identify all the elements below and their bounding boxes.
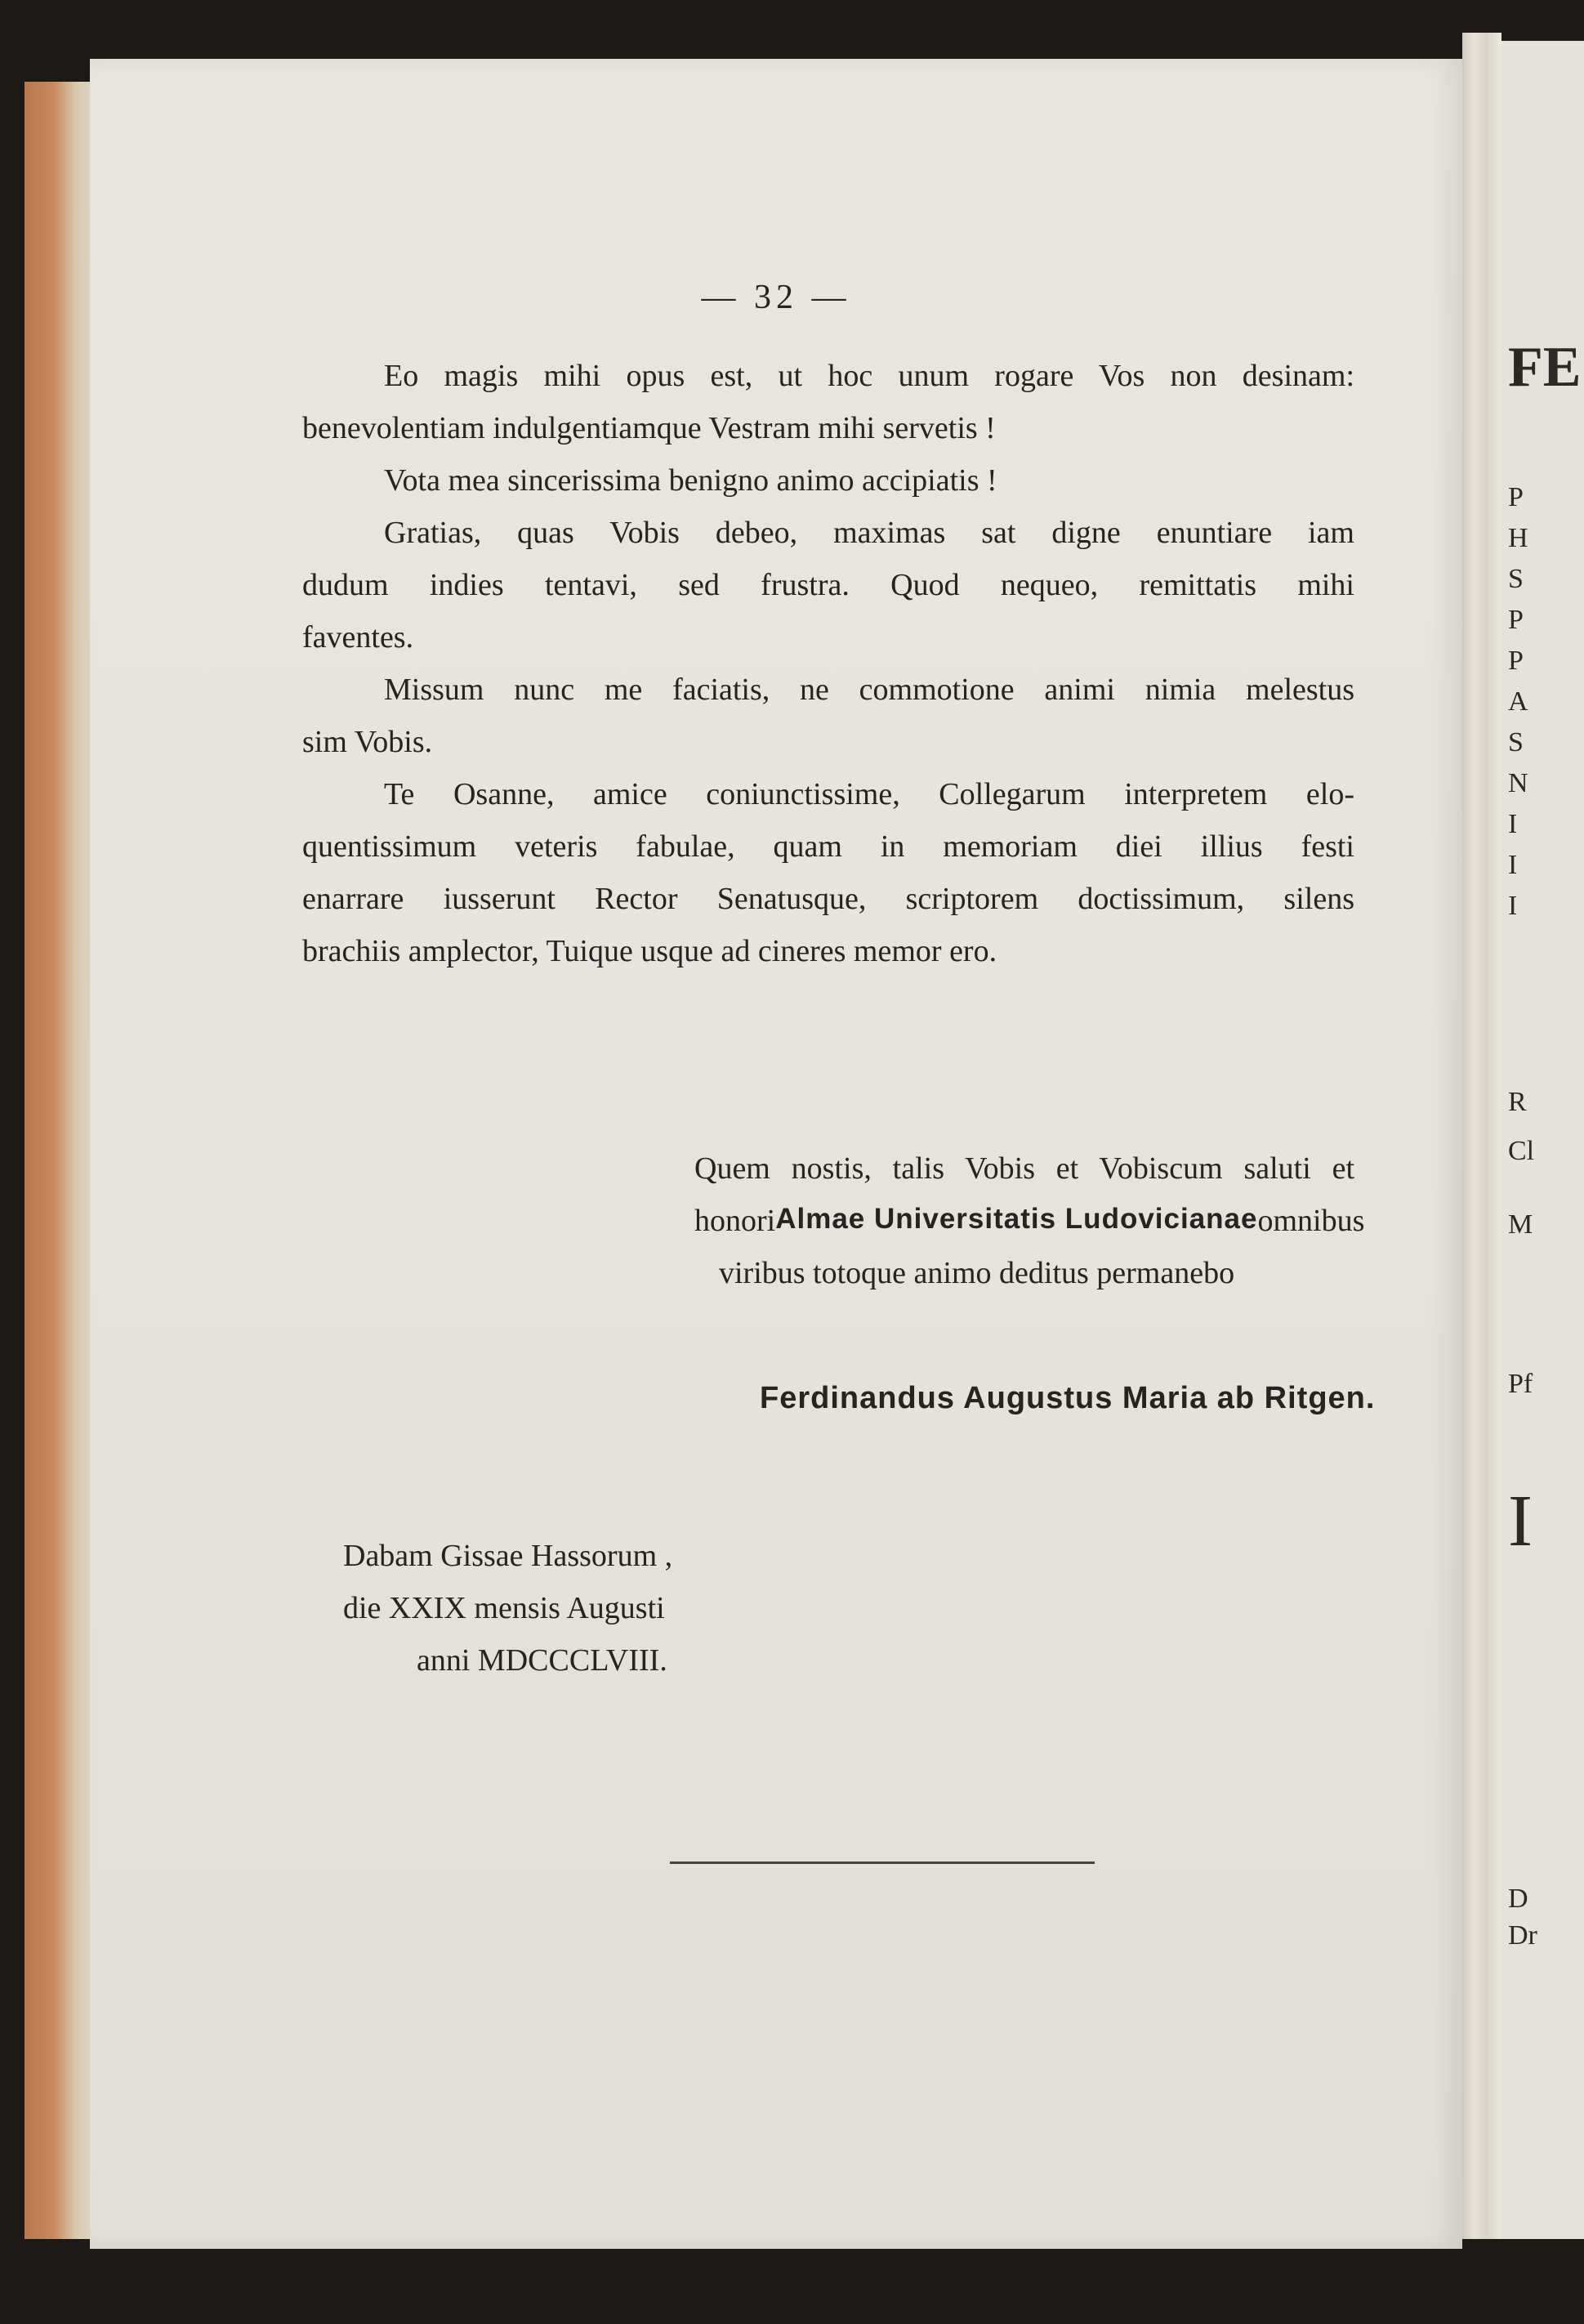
next-page-fragment: S — [1508, 564, 1524, 594]
text-line: dudum indies tentavi, sed frustra. Quod nequeo, remittatis mihi — [302, 568, 1354, 602]
text-line: Missum nunc me faciatis, ne commotione animi nimia melestus — [384, 673, 1354, 707]
page-number: — 32 — — [701, 279, 851, 316]
next-page-fragment: S — [1508, 727, 1524, 758]
next-page-fragment: I — [1508, 809, 1518, 839]
signature: Ferdinandus Augustus Maria ab Ritgen. — [760, 1381, 1376, 1415]
next-page-fragment: H — [1508, 523, 1528, 553]
next-page-fragment: R — [1508, 1087, 1527, 1117]
next-page-fragment: P — [1508, 646, 1524, 676]
dateline-3: anni MDCCCLVIII. — [417, 1643, 667, 1678]
next-page-fragment: P — [1508, 605, 1524, 635]
text-line: faventes. — [302, 620, 414, 655]
next-page-fragment: Pf — [1508, 1369, 1533, 1399]
next-page-fragment: I — [1508, 850, 1518, 880]
next-page-fragment: D — [1508, 1884, 1528, 1914]
next-page-fragment: M — [1508, 1209, 1533, 1240]
book-page — [90, 59, 1462, 2249]
dateline-1: Dabam Gissae Hassorum , — [343, 1539, 673, 1573]
text-line: benevolentiam indulgentiamque Vestram mihi servetis ! — [302, 411, 996, 445]
next-page-fragment: P — [1508, 482, 1524, 512]
closing-word: honori — [694, 1204, 776, 1238]
closing-rule — [670, 1861, 1095, 1864]
next-page-fragment: I — [1508, 891, 1518, 921]
text-line: Vota mea sincerissima benigno animo accipiatis ! — [384, 463, 997, 498]
text-line: Gratias, quas Vobis debeo, maximas sat digne enuntiare iam — [384, 516, 1354, 550]
book-edge — [25, 82, 98, 2239]
text-line: brachiis amplector, Tuique usque ad cineres memor ero. — [302, 934, 997, 968]
next-page-fragment: Dr — [1508, 1920, 1537, 1951]
page-stack-edge — [1462, 33, 1501, 2239]
next-page-fragment: I — [1508, 1481, 1533, 1562]
next-page-fragment: A — [1508, 686, 1528, 717]
text-line: Te Osanne, amice coniunctissime, Collegarum interpretem elo- — [384, 777, 1354, 811]
next-page-edge — [1501, 41, 1584, 2239]
next-page-fragment: N — [1508, 768, 1528, 798]
dateline-2: die XXIX mensis Augusti — [343, 1591, 665, 1625]
text-line: sim Vobis. — [302, 725, 433, 759]
next-page-fragment: Cl — [1508, 1136, 1535, 1166]
closing-line-3: viribus totoque animo deditus permanebo — [719, 1256, 1235, 1290]
university-name: Almae Universitatis Ludovicianae — [775, 1203, 1258, 1235]
next-page-fragment: FE — [1508, 336, 1582, 399]
closing-line-1: Quem nostis, talis Vobis et Vobiscum saluti et — [694, 1151, 1354, 1186]
closing-line-2 — [694, 1203, 1365, 1239]
closing-word: omnibus — [1257, 1204, 1365, 1238]
text-line: enarrare iusserunt Rector Senatusque, scriptorem doctissimum, silens — [302, 882, 1354, 916]
text-line: quentissimum veteris fabulae, quam in memoriam diei illius festi — [302, 829, 1354, 864]
text-line: Eo magis mihi opus est, ut hoc unum rogare Vos non desinam: — [384, 359, 1354, 393]
